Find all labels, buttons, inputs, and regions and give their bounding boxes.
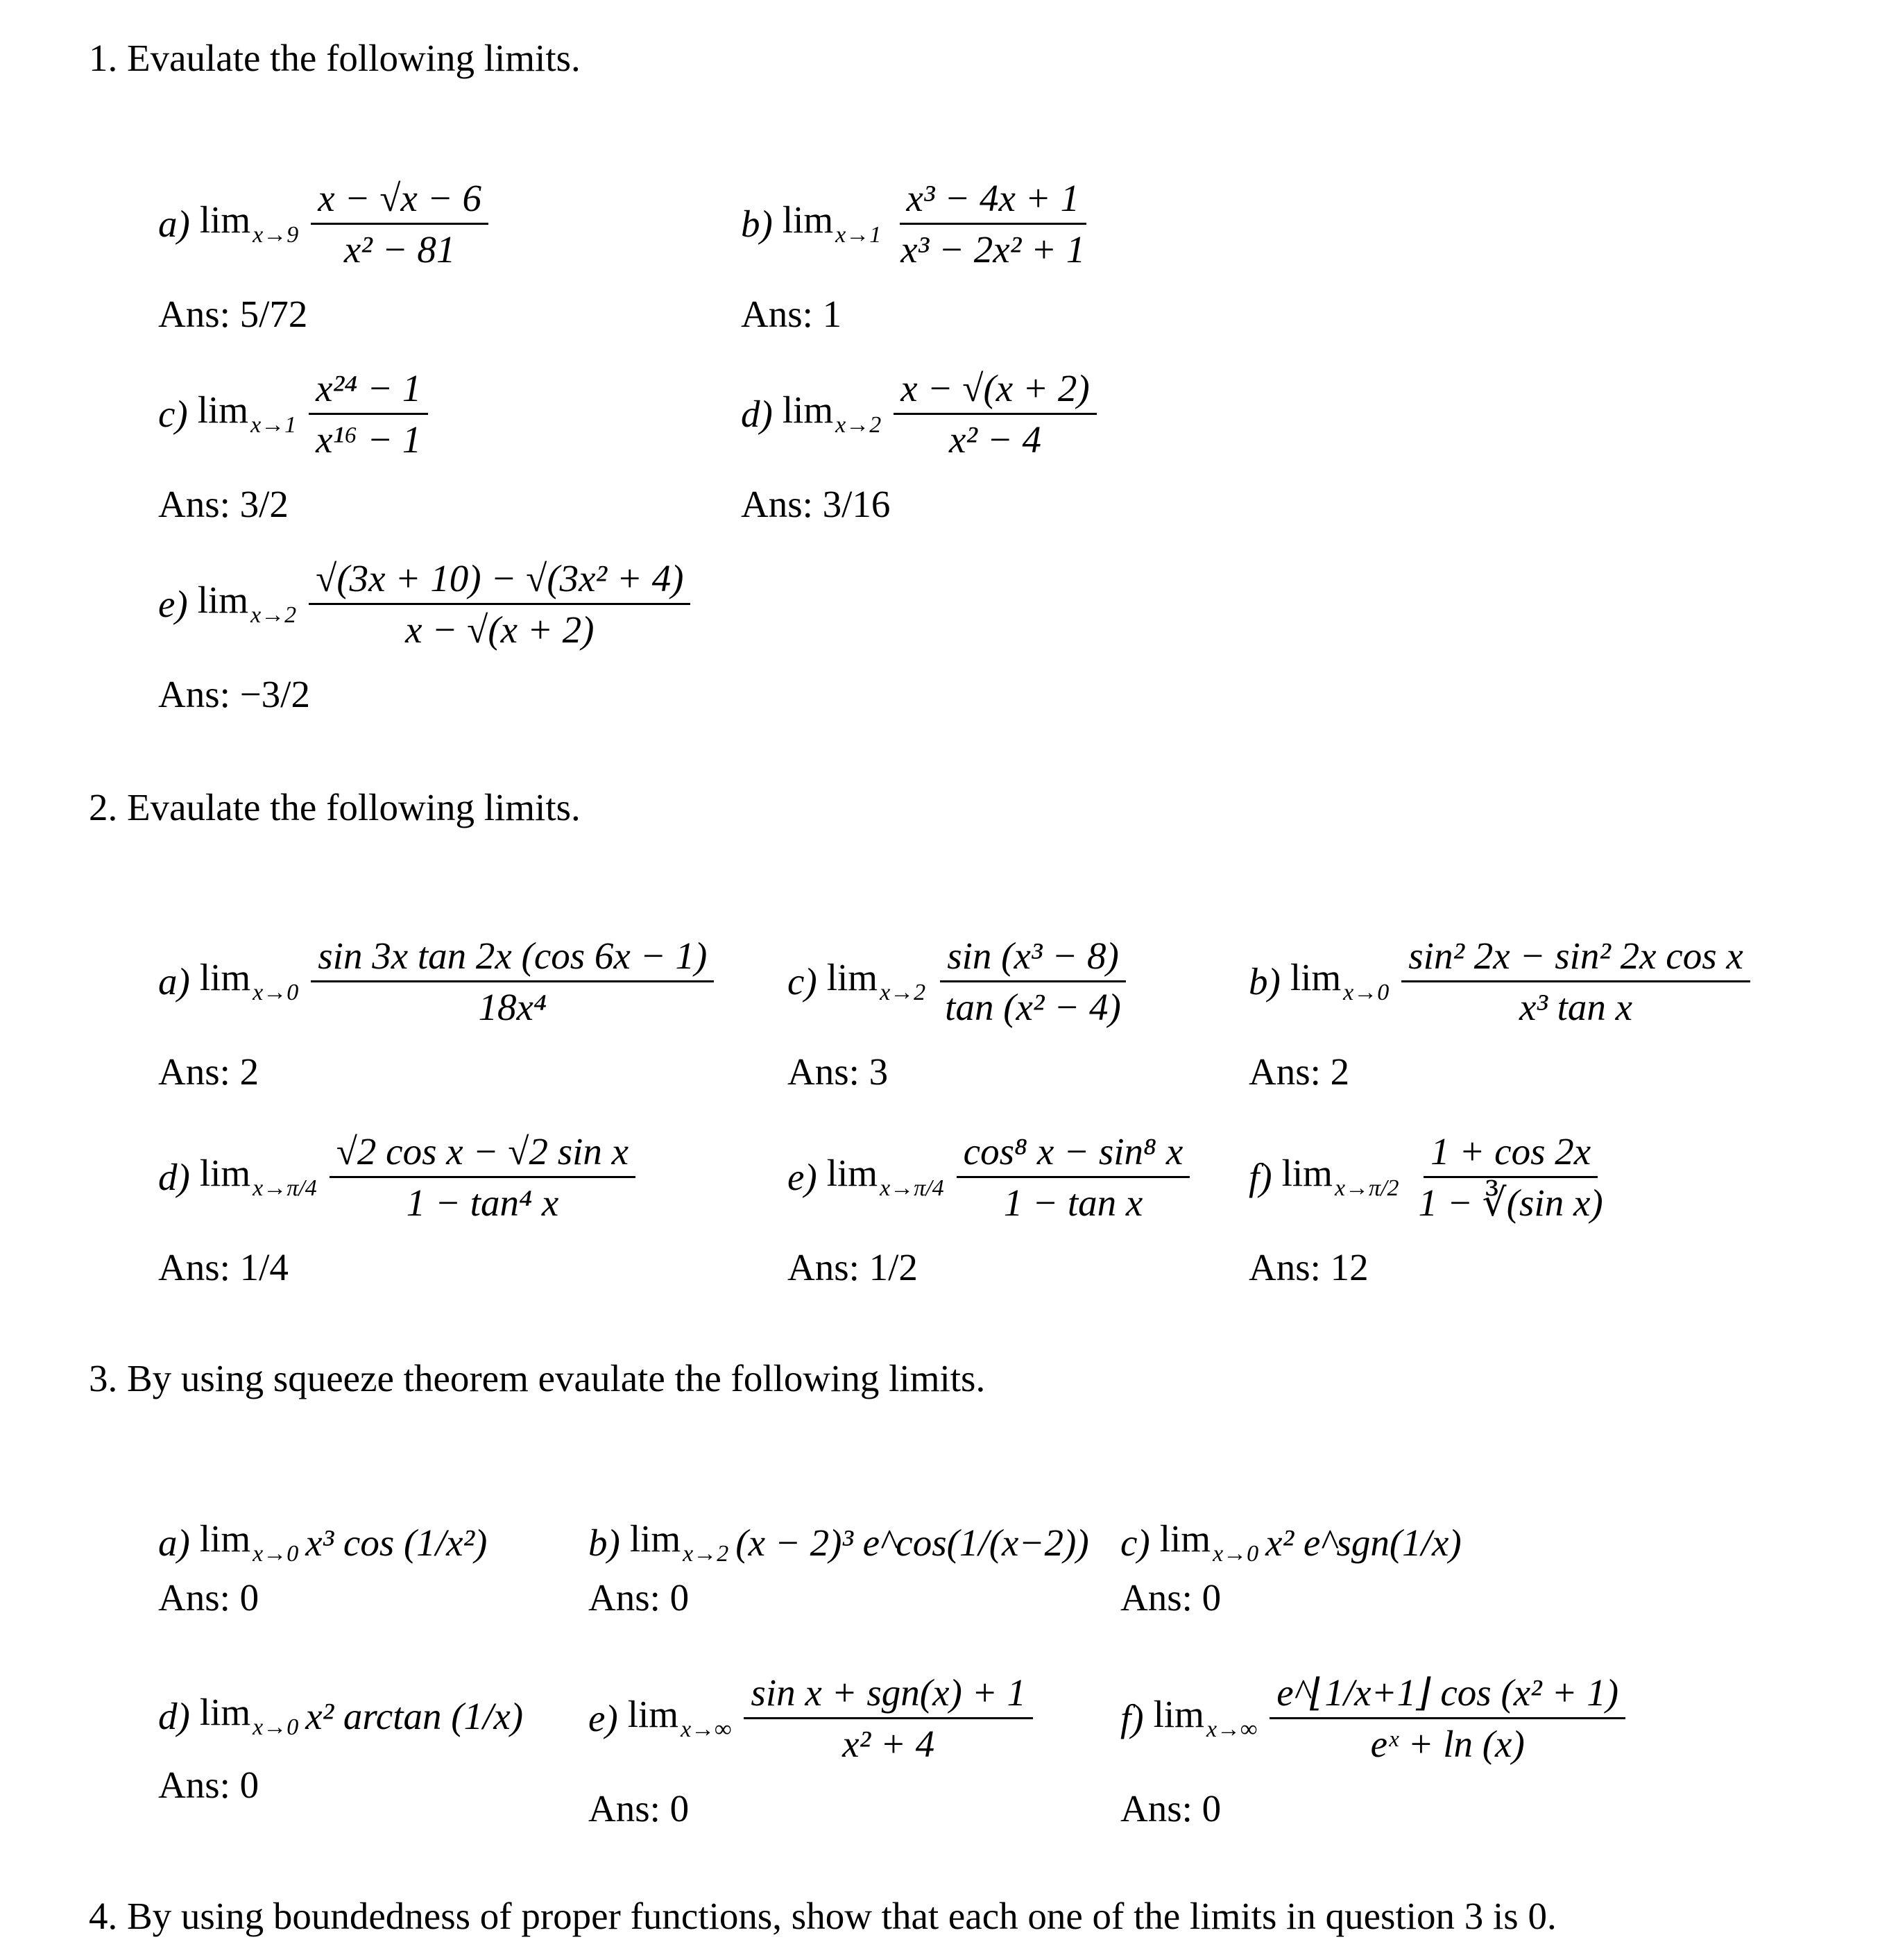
section-2-title: 2. Evaulate the following limits.: [89, 786, 581, 828]
answer: Ans: 2: [158, 1050, 259, 1093]
answer: Ans: 0: [158, 1576, 259, 1619]
numerator: x − √(x + 2): [894, 369, 1096, 415]
problem-1a: [158, 179, 488, 333]
fraction: [1270, 1673, 1625, 1763]
denominator: tan (x² − 4): [945, 986, 1121, 1028]
numerator: x − √x − 6: [311, 179, 488, 225]
answer: Ans: 12: [1249, 1246, 1369, 1288]
problem-label: f): [1120, 1697, 1144, 1739]
denominator: eˣ + ln (x): [1370, 1723, 1525, 1765]
problem-3a: [158, 1519, 487, 1617]
expression: x³ cos (1/x²): [305, 1522, 488, 1564]
section-3-title: 3. By using squeeze theorem evaulate the following limits.: [89, 1357, 986, 1399]
section-1-title: 1. Evaulate the following limits.: [89, 37, 581, 79]
problem-2d: [158, 1132, 635, 1286]
problem-label: e): [158, 583, 188, 625]
problem-label: e): [787, 1156, 817, 1198]
problem-label: d): [158, 1695, 190, 1737]
problem-1d: [741, 369, 1097, 523]
answer: Ans: 3/2: [158, 483, 289, 525]
answer: Ans: 5/72: [158, 293, 308, 335]
answer: Ans: 0: [158, 1764, 259, 1806]
limit-operator: $\lim_{x\to 0}$: [199, 1691, 299, 1740]
problem-2a: [158, 937, 714, 1091]
problem-label: e): [588, 1697, 618, 1739]
denominator: x² − 81: [343, 228, 456, 271]
denominator: x² − 4: [948, 418, 1041, 461]
limit-operator: $\lim_{x\to\pi/4}$: [826, 1152, 944, 1201]
problem-label: c): [787, 960, 817, 1003]
problem-label: a): [158, 1522, 190, 1564]
problem-label: d): [741, 393, 773, 435]
fraction: [938, 937, 1128, 1026]
expression: (x − 2)³ e^cos(1/(x−2)): [735, 1522, 1089, 1564]
answer: Ans: 0: [588, 1576, 690, 1619]
denominator: x¹⁶ − 1: [316, 418, 422, 461]
problem-label: a): [158, 960, 190, 1003]
numerator: cos⁸ x − sin⁸ x: [957, 1132, 1190, 1178]
problem-label: f): [1249, 1156, 1272, 1198]
problem-3e: [588, 1671, 1033, 1830]
fraction: [330, 1132, 635, 1222]
limit-operator: $\lim_{x\to 2}$: [629, 1517, 729, 1567]
answer: Ans: 3/16: [741, 483, 891, 525]
answer: Ans: 0: [588, 1787, 690, 1830]
answer: Ans: 1/4: [158, 1246, 289, 1288]
numerator: x²⁴ − 1: [309, 369, 428, 415]
numerator: sin 3x tan 2x (cos 6x − 1): [311, 937, 714, 982]
problem-3b: [588, 1519, 1089, 1617]
fraction: [309, 559, 690, 649]
limit-operator: $\lim_{x\to\pi/4}$: [199, 1152, 317, 1201]
fraction: [894, 369, 1096, 459]
denominator: x³ tan x: [1519, 986, 1633, 1028]
limit-operator: $\lim_{x\to\infty}$: [1153, 1693, 1258, 1742]
numerator: 1 + cos 2x: [1424, 1132, 1598, 1178]
fraction: [744, 1673, 1033, 1763]
numerator: √2 cos x − √2 sin x: [330, 1132, 635, 1178]
problem-label: b): [1249, 960, 1281, 1003]
problem-label: a): [158, 203, 190, 245]
denominator: 1 − tan x: [1003, 1182, 1143, 1224]
problem-2c: [787, 937, 1128, 1091]
limit-operator: $\lim_{x\to\infty}$: [627, 1693, 732, 1742]
limit-operator: $\lim_{x\to 0}$: [199, 956, 299, 1005]
limit-operator: $\lim_{x\to 0}$: [1159, 1517, 1259, 1567]
expression: x² arctan (1/x): [305, 1695, 524, 1737]
fraction: [1401, 937, 1750, 1026]
limit-operator: $\lim_{x\to 1}$: [197, 389, 297, 438]
answer: Ans: 1: [741, 293, 842, 335]
problem-label: c): [1120, 1522, 1150, 1564]
limit-operator: $\lim_{x\to 0}$: [199, 1517, 299, 1567]
problem-label: b): [588, 1522, 620, 1564]
denominator: x − √(x + 2): [405, 608, 595, 651]
problem-1c: [158, 369, 428, 523]
problem-3f: [1120, 1671, 1625, 1830]
numerator: sin² 2x − sin² 2x cos x: [1401, 937, 1750, 982]
fraction: [894, 179, 1092, 269]
fraction: [309, 369, 428, 459]
fraction: [957, 1132, 1190, 1222]
section-4-title: 4. By using boundedness of proper functions, show that each one of the limits in question 3 is 0.: [89, 1895, 1557, 1937]
limit-operator: $\lim_{x\to 2}$: [197, 579, 297, 628]
numerator: sin x + sgn(x) + 1: [744, 1673, 1033, 1719]
fraction: [311, 179, 488, 269]
limit-operator: $\lim_{x\to\pi/2}$: [1281, 1152, 1399, 1201]
limit-operator: $\lim_{x\to 2}$: [782, 389, 882, 438]
problem-2f: [1249, 1132, 1610, 1286]
fraction: [1412, 1132, 1610, 1222]
problem-label: c): [158, 393, 188, 435]
problem-3d: [158, 1693, 523, 1804]
problem-2b: [1249, 937, 1750, 1091]
problem-1e: [158, 559, 690, 713]
problem-label: b): [741, 203, 773, 245]
limit-operator: $\lim_{x\to 1}$: [782, 198, 882, 248]
denominator: x³ − 2x² + 1: [900, 228, 1086, 271]
answer: Ans: 2: [1249, 1050, 1350, 1093]
expression: x² e^sgn(1/x): [1265, 1522, 1462, 1564]
problem-1b: [741, 179, 1092, 333]
problem-2e: [787, 1132, 1190, 1286]
problem-3c: [1120, 1519, 1462, 1617]
limit-operator: $\lim_{x\to 9}$: [199, 198, 299, 248]
problem-label: d): [158, 1156, 190, 1198]
answer: Ans: 0: [1120, 1787, 1222, 1830]
denominator: 18x⁴: [478, 986, 547, 1028]
answer: Ans: 1/2: [787, 1246, 918, 1288]
limit-operator: $\lim_{x\to 0}$: [1290, 956, 1390, 1005]
denominator: 1 − ∛(sin x): [1418, 1182, 1603, 1224]
numerator: x³ − 4x + 1: [900, 179, 1087, 225]
answer: Ans: 3: [787, 1050, 889, 1093]
answer: Ans: −3/2: [158, 673, 310, 715]
answer: Ans: 0: [1120, 1576, 1222, 1619]
fraction: [311, 937, 714, 1026]
denominator: x² + 4: [842, 1723, 935, 1765]
numerator: √(3x + 10) − √(3x² + 4): [309, 559, 690, 605]
numerator: sin (x³ − 8): [940, 937, 1126, 982]
limit-operator: $\lim_{x\to 2}$: [826, 956, 926, 1005]
denominator: 1 − tan⁴ x: [406, 1182, 559, 1224]
numerator: e^⌊1/x+1⌋ cos (x² + 1): [1270, 1673, 1625, 1719]
